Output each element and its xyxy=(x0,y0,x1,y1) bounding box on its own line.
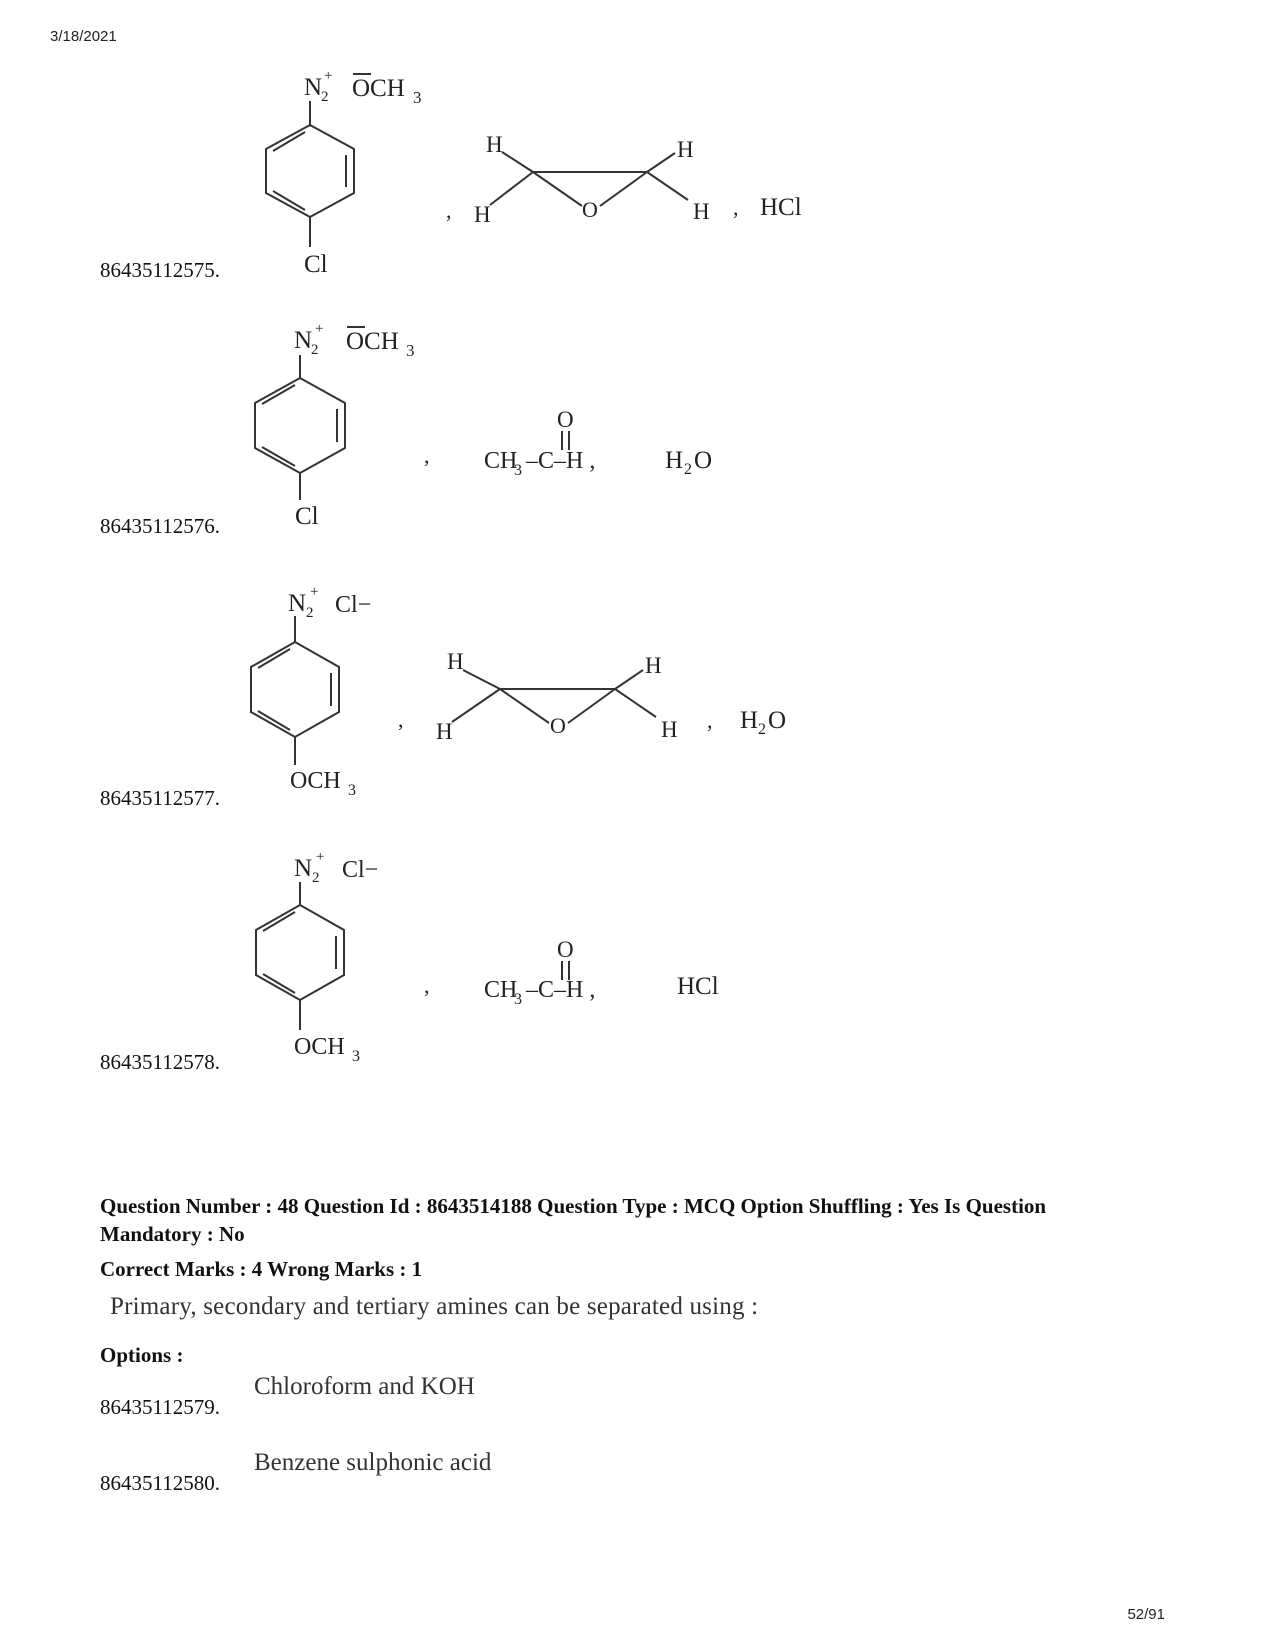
svg-text:,: , xyxy=(398,707,404,732)
svg-text:O: O xyxy=(550,713,566,738)
svg-text:2: 2 xyxy=(684,461,692,478)
option-id-4: 86435112578. xyxy=(100,1050,220,1074)
svg-text:H: H xyxy=(693,199,710,224)
option-1-structure xyxy=(266,68,802,278)
svg-text:CH: CH xyxy=(484,977,518,1003)
svg-text:N: N xyxy=(304,74,323,101)
svg-text:Cl−: Cl− xyxy=(342,857,379,883)
svg-text:,: , xyxy=(424,443,430,468)
option-3-structure xyxy=(251,584,786,799)
svg-text:OCH: OCH xyxy=(352,75,405,102)
svg-text:3: 3 xyxy=(348,782,356,799)
svg-text:CH: CH xyxy=(484,448,518,474)
print-date: 3/18/2021 xyxy=(50,28,117,45)
svg-text:–C–H ,: –C–H , xyxy=(526,977,596,1003)
svg-text:+: + xyxy=(315,321,324,337)
svg-text:Cl: Cl xyxy=(295,503,319,530)
svg-text:H: H xyxy=(486,132,503,157)
svg-text:+: + xyxy=(324,68,333,84)
option-id-6: 86435112580. xyxy=(100,1471,220,1495)
svg-text:H: H xyxy=(661,717,678,742)
svg-text:2: 2 xyxy=(311,342,319,358)
svg-text:,: , xyxy=(424,973,430,998)
svg-text:2: 2 xyxy=(312,870,320,886)
option-text-6: Benzene sulphonic acid xyxy=(254,1449,492,1476)
options-label: Options : xyxy=(100,1343,184,1367)
question-marks: Correct Marks : 4 Wrong Marks : 1 xyxy=(100,1257,423,1281)
svg-text:N: N xyxy=(288,590,307,617)
svg-text:HCl: HCl xyxy=(760,194,802,221)
svg-text:H: H xyxy=(740,707,759,734)
svg-text:,: , xyxy=(446,198,452,223)
svg-text:OCH: OCH xyxy=(346,328,399,355)
svg-text:H: H xyxy=(677,137,694,162)
question-header: Question Number : 48 Question Id : 8643514188 Question Type : MCQ Option Shuffling : Yes Is Question Mandatory : No xyxy=(100,1194,1047,1246)
svg-text:3: 3 xyxy=(352,1048,360,1065)
option-id-5: 86435112579. xyxy=(100,1395,220,1419)
page-number: 52/91 xyxy=(1127,1606,1165,1623)
option-text-5: Chloroform and KOH xyxy=(254,1373,475,1400)
svg-text:3: 3 xyxy=(514,462,522,479)
svg-text:+: + xyxy=(316,849,325,865)
svg-text:,: , xyxy=(733,195,739,220)
svg-text:2: 2 xyxy=(321,89,329,105)
svg-text:O: O xyxy=(557,937,574,962)
svg-text:3: 3 xyxy=(406,341,415,360)
option-id-3: 86435112577. xyxy=(100,786,220,810)
svg-text:–C–H ,: –C–H , xyxy=(526,448,596,474)
option-id-2: 86435112576. xyxy=(100,514,220,538)
svg-text:N: N xyxy=(294,855,313,882)
svg-text:N: N xyxy=(294,327,313,354)
svg-text:H: H xyxy=(645,653,662,678)
option-2-structure xyxy=(255,321,712,530)
option-id-1: 86435112575. xyxy=(100,258,220,282)
svg-text:,: , xyxy=(707,708,713,733)
svg-text:H: H xyxy=(474,202,491,227)
svg-text:Cl: Cl xyxy=(304,251,328,278)
svg-text:H: H xyxy=(436,719,453,744)
svg-text:O: O xyxy=(582,197,598,222)
svg-text:O: O xyxy=(694,447,713,474)
svg-text:3: 3 xyxy=(413,88,422,107)
svg-text:O: O xyxy=(557,407,574,432)
svg-text:3: 3 xyxy=(514,991,522,1008)
svg-text:2: 2 xyxy=(758,721,766,738)
svg-text:O: O xyxy=(768,707,787,734)
svg-text:HCl: HCl xyxy=(677,973,719,1000)
svg-text:OCH: OCH xyxy=(294,1034,345,1060)
option-4-structure xyxy=(256,849,719,1065)
svg-text:+: + xyxy=(310,584,319,600)
question-text: Primary, secondary and tertiary amines can be separated using : xyxy=(110,1293,759,1320)
svg-text:OCH: OCH xyxy=(290,768,341,794)
svg-text:2: 2 xyxy=(306,605,314,621)
svg-text:H: H xyxy=(447,649,464,674)
svg-text:H: H xyxy=(665,447,684,474)
svg-text:Cl−: Cl− xyxy=(335,592,372,618)
